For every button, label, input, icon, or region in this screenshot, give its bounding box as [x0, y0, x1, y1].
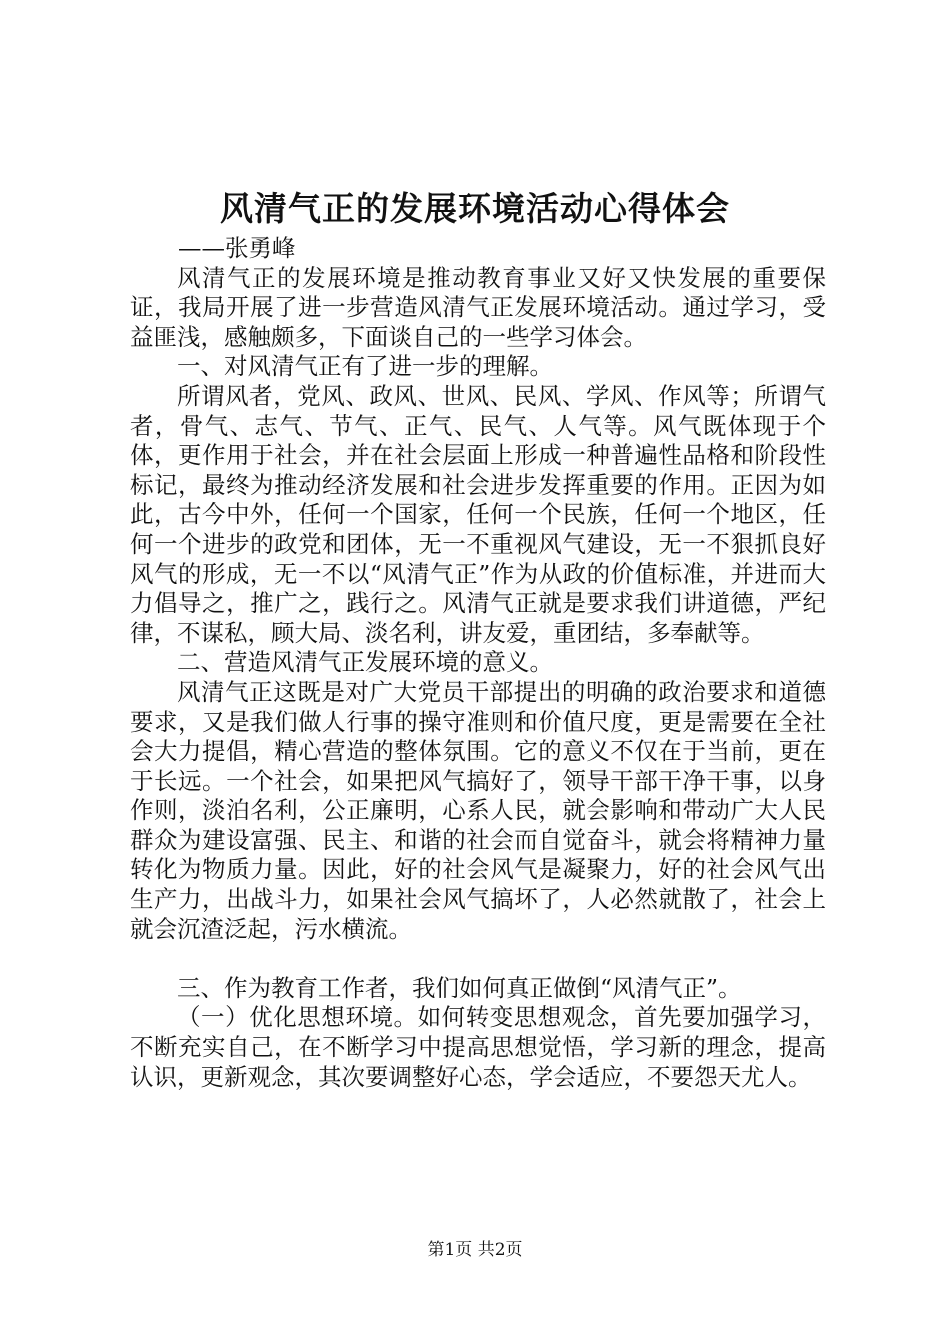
section-heading-3: 三、作为教育工作者，我们如何真正做倒“风清气正”。 — [177, 973, 742, 1002]
section-1-paragraph: 所谓风者，党风、政风、世风、民风、学风、作风等；所谓气者，骨气、志气、节气、正气、民气、人气等。风气既体现于个体，更作用于社会，并在社会层面上形成一种普遍性品格和阶段性标记，最终为推动经济发展和社会进步发挥重要的作用。正因为如此，古今中外，任何一个国家，任何一个民族，任何一个地区，任何一个进步的政党和团体，无一不重视风气建设，无一不狠抓良好风气的形成，无一不以“风清气正”作为从政的价值标准，并进而大力倡导之，推广之，践行之。风清气正就是要求我们讲道德，严纪律，不谋私，顾大局、淡名利，讲友爱，重团结，多奉献等。 — [130, 381, 826, 647]
author-line: ——张勇峰 — [178, 234, 296, 262]
section-3-paragraph: （一）优化思想环境。如何转变思想观念，首先要加强学习，不断充实自己，在不断学习中提高思想觉悟，学习新的理念，提高认识，更新观念，其次要调整好心态，学会适应，不要怨天尤人。 — [130, 1003, 826, 1091]
document-title: 风清气正的发展环境活动心得体会 — [220, 189, 730, 228]
section-heading-2: 二、营造风清气正发展环境的意义。 — [177, 648, 553, 677]
section-2-paragraph: 风清气正这既是对广大党员干部提出的明确的政治要求和道德要求，又是我们做人行事的操守准则和价值尺度，更是需要在全社会大力提倡，精心营造的整体氛围。它的意义不仅在于当前，更在于长远。一个社会，如果把风气搞好了，领导干部干净干事，以身作则，淡泊名利，公正廉明，心系人民，就会影响和带动广大人民群众为建设富强、民主、和谐的社会而自觉奋斗，就会将精神力量转化为物质力量。因此，好的社会风气是凝聚力，好的社会风气出生产力，出战斗力，如果社会风气搞坏了，人必然就散了，社会上就会沉渣泛起，污水横流。 — [130, 677, 826, 943]
intro-paragraph: 风清气正的发展环境是推动教育事业又好又快发展的重要保证，我局开展了进一步营造风清气正发展环境活动。通过学习，受益匪浅，感触颇多，下面谈自己的一些学习体会。 — [130, 263, 826, 351]
document-body — [130, 234, 826, 1092]
section-heading-1: 一、对风清气正有了进一步的理解。 — [177, 352, 553, 381]
page-number-footer: 第1页 共2页 — [427, 1240, 523, 1260]
